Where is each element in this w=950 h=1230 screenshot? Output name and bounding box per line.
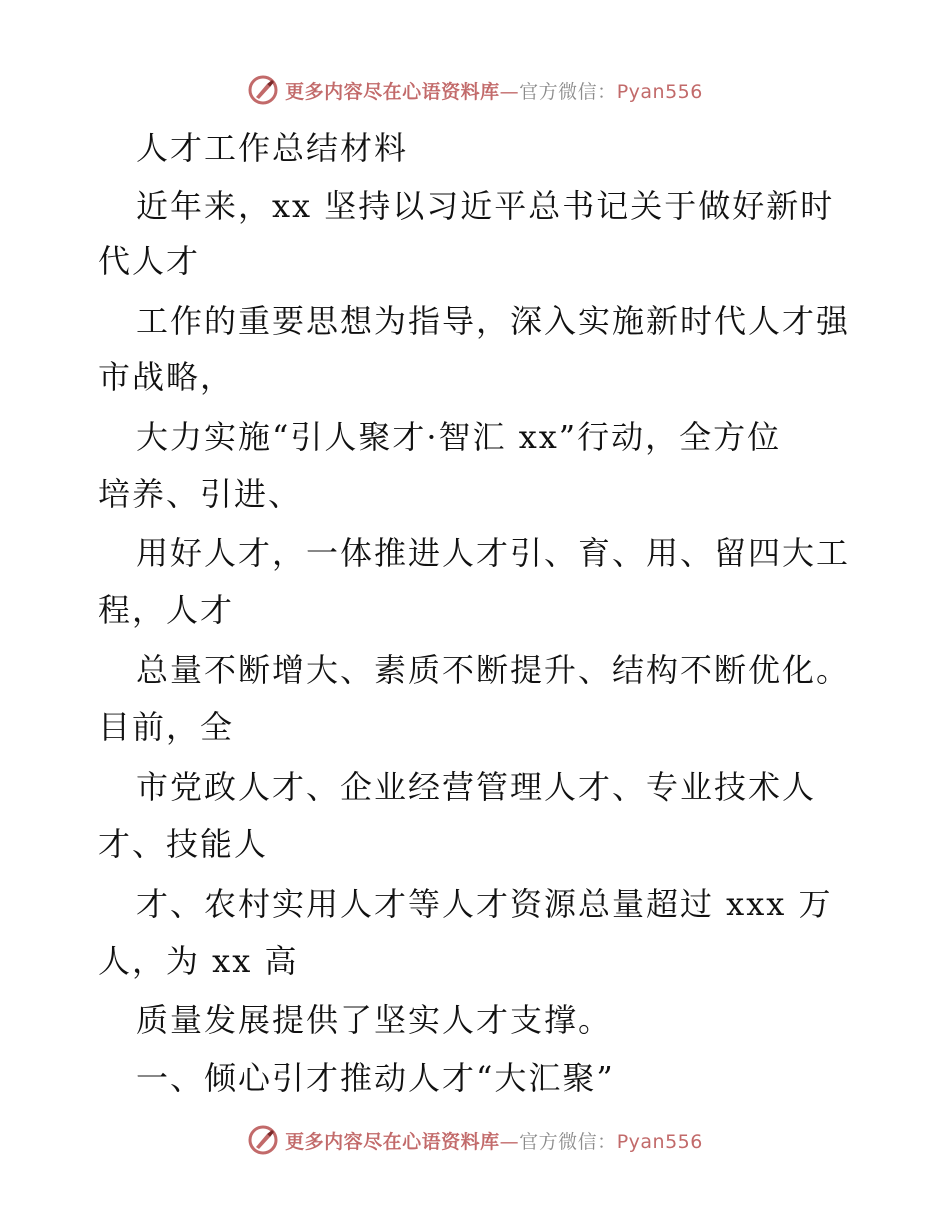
watermark-text bbox=[285, 1127, 703, 1154]
paragraph-line: 近年来，xx 坚持以习近平总书记关于做好新时 bbox=[136, 187, 835, 225]
section-heading: 一、倾心引才推动人才“大汇聚” bbox=[136, 1059, 615, 1097]
watermark-brand: 更多内容尽在心语资料库 bbox=[285, 1130, 500, 1153]
paragraph-line: 程，人才 bbox=[98, 591, 235, 629]
paragraph-line: 代人才 bbox=[98, 242, 201, 280]
paragraph-line: 总量不断增大、素质不断提升、结构不断优化。 bbox=[136, 651, 851, 689]
paragraph-line: 市战略， bbox=[98, 358, 235, 396]
paragraph-line: 大力实施“引人聚才·智汇 xx”行动，全方位 bbox=[136, 418, 782, 456]
watermark-official: 官方微信： bbox=[519, 1130, 617, 1153]
paragraph-line: 目前，全 bbox=[98, 708, 235, 746]
paragraph-line: 培养、引进、 bbox=[98, 475, 303, 513]
watermark-official: 官方微信： bbox=[519, 80, 617, 103]
paragraph-line: 才、技能人 bbox=[98, 825, 269, 863]
paragraph-line: 质量发展提供了坚实人才支撑。 bbox=[136, 1001, 613, 1039]
pen-logo-icon bbox=[247, 1124, 279, 1156]
watermark-id: Pyan556 bbox=[616, 1130, 703, 1153]
paragraph-line: 用好人才，一体推进人才引、育、用、留四大工 bbox=[136, 534, 851, 572]
paragraph-line: 才、农村实用人才等人才资源总量超过 xxx 万 bbox=[136, 885, 833, 923]
paragraph-line: 人，为 xx 高 bbox=[98, 942, 299, 980]
paragraph-line: 工作的重要思想为指导，深入实施新时代人才强 bbox=[136, 302, 851, 340]
paragraph-line: 市党政人才、企业经营管理人才、专业技术人 bbox=[136, 768, 817, 806]
watermark-dash: — bbox=[499, 1130, 520, 1153]
watermark-footer bbox=[0, 1120, 950, 1160]
document-title: 人才工作总结材料 bbox=[136, 129, 409, 167]
watermark-id: Pyan556 bbox=[616, 80, 703, 103]
watermark-brand: 更多内容尽在心语资料库 bbox=[285, 80, 500, 103]
watermark-dash: — bbox=[499, 80, 520, 103]
